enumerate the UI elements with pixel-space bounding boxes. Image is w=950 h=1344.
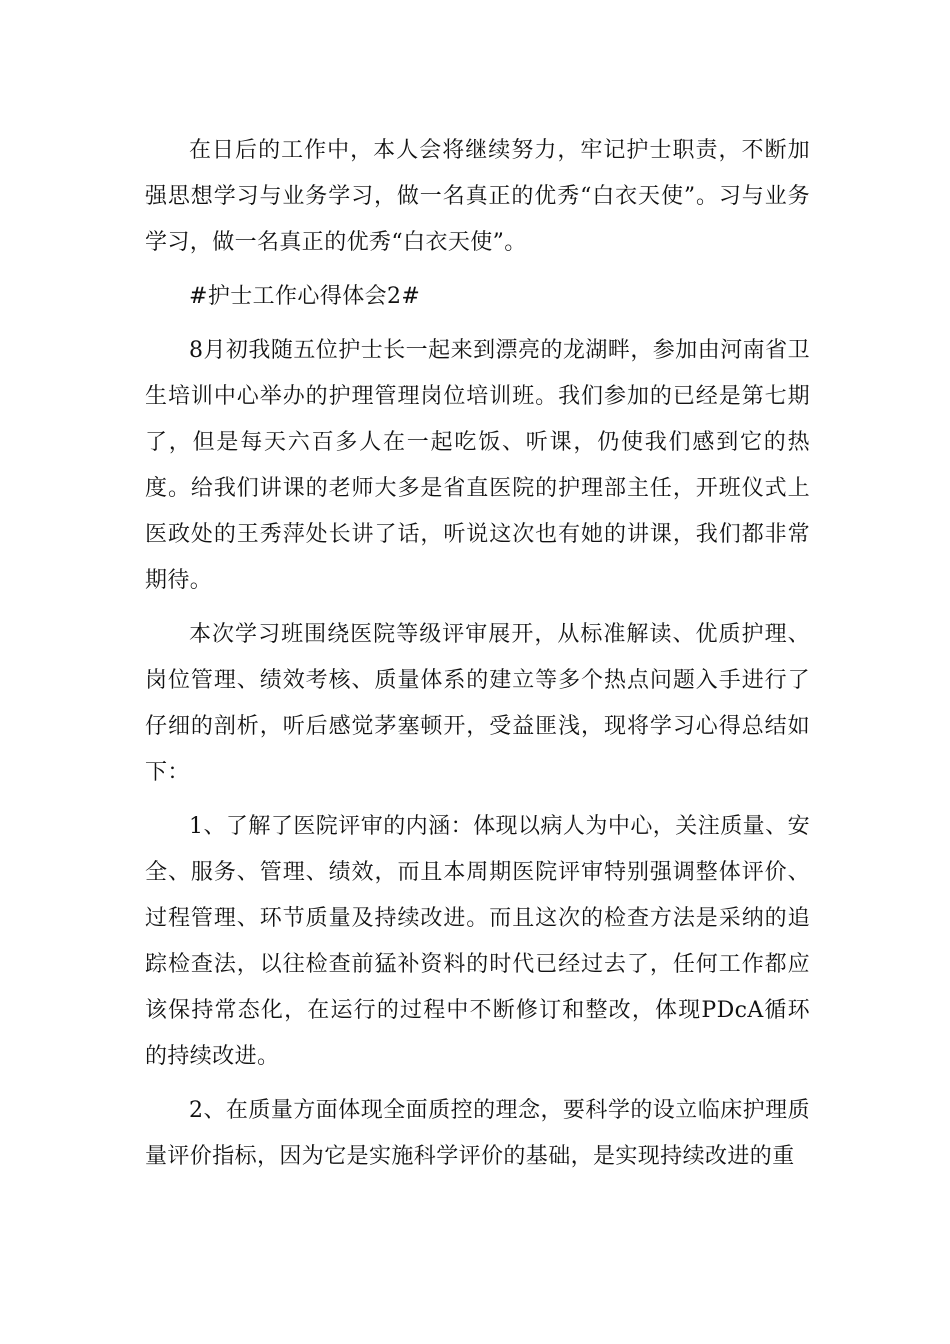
paragraph-point-2: 2、在质量方面体现全面质控的理念，要科学的设立临床护理质量评价指标，因为它是实施科学评价的基础，是实现持续改进的重 (145, 1098, 810, 1169)
paragraph-point-1: 1、了解了医院评审的内涵：体现以病人为中心，关注质量、安全、服务、管理、绩效，而且本周期医院评审特别强调整体评价、过程管理、环节质量及持续改进。而且这次的检查方法是采纳的追踪检查法，以往检查前猛补资料的时代已经过去了，任何工作都应该保持常态化，在运行的过程中不断修订和整改，体现PDcA循环的持续改进。 (145, 814, 810, 1069)
document-body (145, 128, 810, 1188)
paragraph-closing-remarks: 在日后的工作中，本人会将继续努力，牢记护士职责，不断加强思想学习与业务学习，做一名真正的优秀“白衣天使”。习与业务学习，做一名真正的优秀“白衣天使”。 (145, 138, 810, 255)
paragraph-training-intro: 8月初我随五位护士长一起来到漂亮的龙湖畔，参加由河南省卫生培训中心举办的护理管理岗位培训班。我们参加的已经是第七期了，但是每天六百多人在一起吃饭、听课，仍使我们感到它的热度。给我们讲课的老师大多是省直医院的护理部主任，开班仪式上医政处的王秀萍处长讲了话，听说这次也有她的讲课，我们都非常期待。 (145, 338, 810, 593)
paragraph-course-summary: 本次学习班围绕医院等级评审展开，从标准解读、优质护理、岗位管理、绩效考核、质量体系的建立等多个热点问题入手进行了仔细的剖析，听后感觉茅塞顿开，受益匪浅，现将学习心得总结如下： (145, 622, 810, 785)
section-heading: #护士工作心得体会2# (189, 284, 421, 309)
